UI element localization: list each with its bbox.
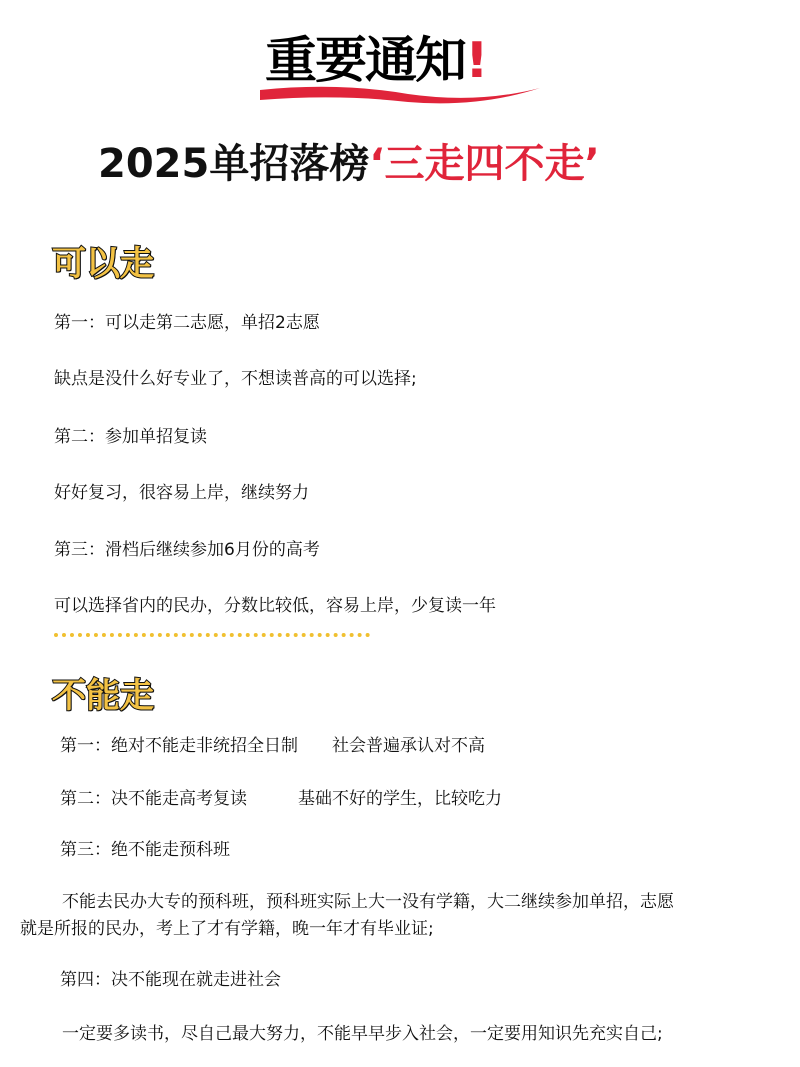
text-line: 一定要多读书，尽自己最大努力，不能早早步入社会，一定要用知识先充实自己; bbox=[28, 1024, 663, 1044]
title-main: 2025单招落榜 bbox=[98, 141, 370, 187]
text-line: 可以选择省内的民办，分数比较低，容易上岸，少复读一年 bbox=[54, 596, 496, 616]
text-line: 缺点是没什么好专业了，不想读普高的可以选择; bbox=[54, 369, 417, 389]
text-line: 第二：参加单招复读 bbox=[54, 427, 207, 447]
dotted-divider bbox=[54, 633, 370, 637]
page-title bbox=[98, 132, 600, 189]
text-line: 第一：绝对不能走非统招全日制 社会普遍承认对不高 bbox=[60, 736, 485, 756]
text-line: 第三：滑档后继续参加6月份的高考 bbox=[54, 540, 320, 560]
title-highlight: ‘三走四不走’ bbox=[369, 141, 600, 187]
banner-exclaim: ! bbox=[465, 32, 487, 90]
text-line: 第四：决不能现在就走进社会 bbox=[60, 970, 281, 990]
text-line: 不能去民办大专的预科班，预科班实际上大一没有学籍，大二继续参加单招，志愿 bbox=[28, 892, 674, 912]
banner-text: 重要通知 bbox=[265, 32, 466, 90]
text-line: 好好复习，很容易上岸，继续努力 bbox=[54, 483, 309, 503]
text-line: 第一：可以走第二志愿，单招2志愿 bbox=[54, 313, 320, 333]
red-swoosh-decoration bbox=[258, 78, 543, 108]
text-line: 就是所报的民办，考上了才有学籍，晚一年才有毕业证; bbox=[20, 919, 434, 939]
section-heading-cannot-go: 不能走 bbox=[52, 676, 154, 716]
text-line: 第二：决不能走高考复读 基础不好的学生，比较吃力 bbox=[60, 789, 502, 809]
section-heading-can-go: 可以走 bbox=[52, 244, 154, 284]
text-line: 第三：绝不能走预科班 bbox=[60, 840, 230, 860]
